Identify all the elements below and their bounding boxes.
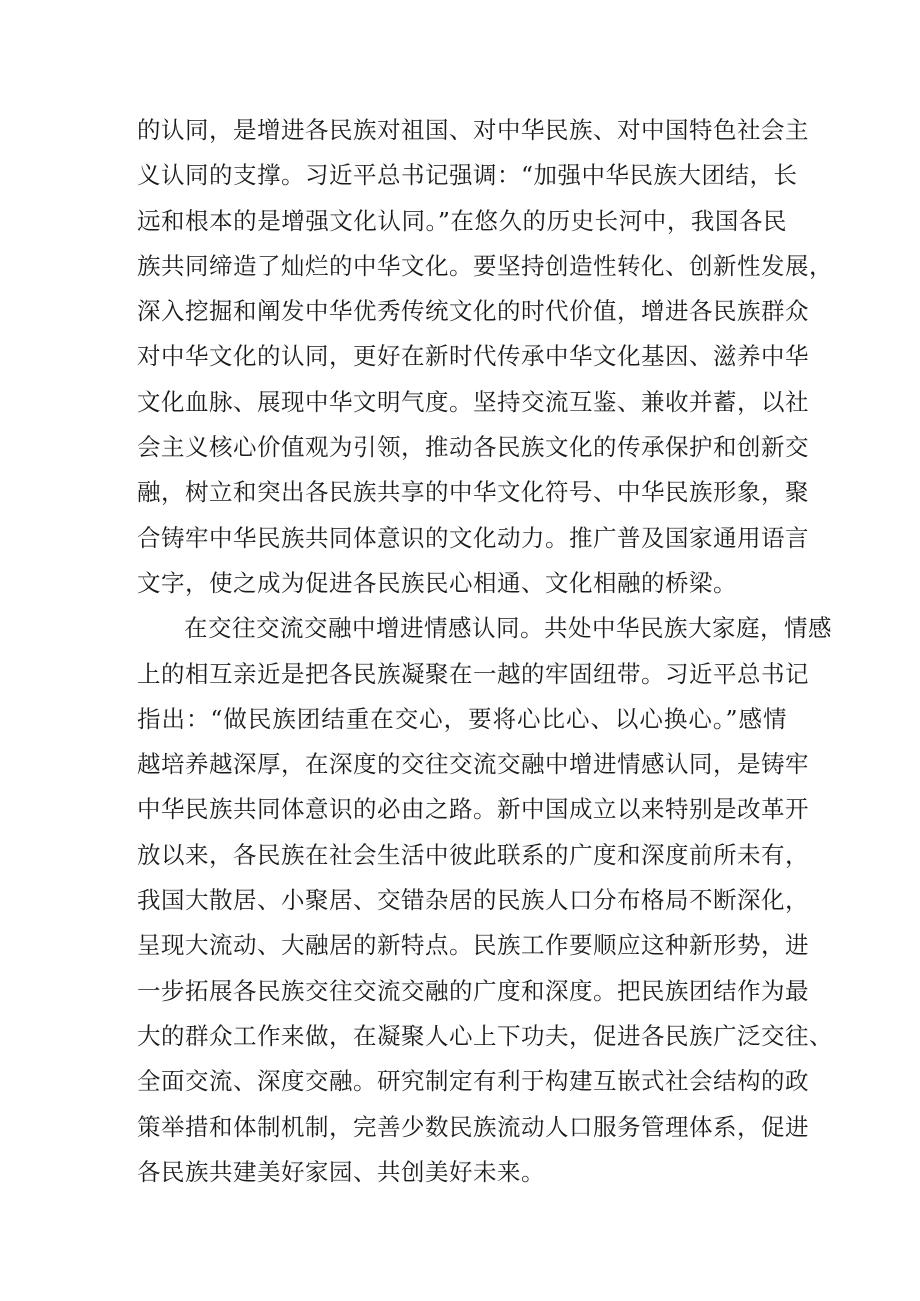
text-line: 上的相互亲近是把各民族凝聚在一越的牢固纽带。习近平总书记 bbox=[137, 659, 809, 688]
text-line: 放以来，各民族在社会生活中彼此联系的广度和深度前所未有， bbox=[137, 840, 809, 869]
text-line: 会主义核心价值观为引领，推动各民族文化的传承保护和创新交 bbox=[137, 433, 809, 462]
text-line: 指出：“做民族团结重在交心，要将心比心、以心换心。”感情 bbox=[137, 704, 787, 733]
text-line: 在交往交流交融中增进情感认同。共处中华民族大家庭，情感 bbox=[184, 614, 832, 643]
text-line: 全面交流、深度交融。研究制定有利于构建互嵌式社会结构的政 bbox=[137, 1067, 809, 1096]
text-line: 深入挖掘和阐发中华优秀传统文化的时代价值，增进各民族群众 bbox=[137, 297, 809, 326]
paragraph bbox=[137, 108, 833, 606]
document-body bbox=[137, 108, 833, 1195]
text-line: 对中华文化的认同，更好在新时代传承中华文化基因、滋养中华 bbox=[137, 342, 809, 371]
text-line: 我国大散居、小聚居、交错杂居的民族人口分布格局不断深化， bbox=[137, 886, 809, 915]
text-line: 文化血脉、展现中华文明气度。坚持交流互鉴、兼收并蓄，以社 bbox=[137, 387, 809, 416]
text-line: 合铸牢中华民族共同体意识的文化动力。推广普及国家通用语言 bbox=[137, 523, 809, 552]
text-line: 大的群众工作来做，在凝聚人心上下功夫，促进各民族广泛交往、 bbox=[137, 1021, 833, 1050]
text-line: 一步拓展各民族交往交流交融的广度和深度。把民族团结作为最 bbox=[137, 976, 809, 1005]
text-line: 融，树立和突出各民族共享的中华文化符号、中华民族形象，聚 bbox=[137, 478, 809, 507]
text-line: 文字，使之成为促进各民族民心相通、文化相融的桥梁。 bbox=[137, 568, 737, 597]
text-line: 呈现大流动、大融居的新特点。民族工作要顺应这种新形势，进 bbox=[137, 931, 809, 960]
text-line: 越培养越深厚，在深度的交往交流交融中增进情感认同，是铸牢 bbox=[137, 750, 809, 779]
text-line: 的认同，是增进各民族对祖国、对中华民族、对中国特色社会主 bbox=[137, 116, 809, 144]
paragraph bbox=[137, 606, 833, 1195]
text-line: 策举措和体制机制，完善少数民族流动人口服务管理体系，促进 bbox=[137, 1112, 809, 1141]
text-line: 远和根本的是增强文化认同。”在悠久的历史长河中，我国各民 bbox=[137, 206, 787, 235]
text-line: 族共同缔造了灿烂的中华文化。要坚持创造性转化、创新性发展， bbox=[137, 251, 833, 280]
text-line: 各民族共建美好家园、共创美好未来。 bbox=[137, 1157, 545, 1186]
text-line: 中华民族共同体意识的必由之路。新中国成立以来特别是改革开 bbox=[137, 795, 809, 824]
text-line: 义认同的支撑。习近平总书记强调：“加强中华民族大团结，长 bbox=[137, 161, 798, 190]
